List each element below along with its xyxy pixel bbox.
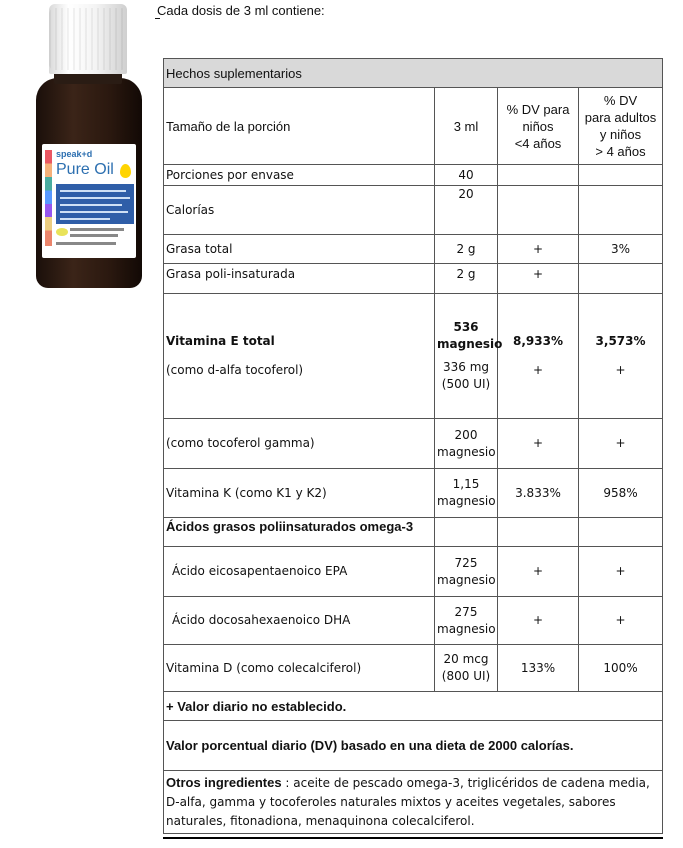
dv-kids-header [498, 88, 579, 165]
table-row-note [164, 721, 663, 771]
poly-fat-label: Grasa poli-insaturada [164, 264, 435, 294]
vitamin-d-amount [435, 645, 498, 692]
vitamin-d-dv-kids: 133% [498, 645, 579, 692]
supplement-facts-table [163, 58, 663, 834]
dv-adults-header-line: y niños [599, 127, 642, 142]
dha-amount [435, 597, 498, 645]
table-title: Hechos suplementarios [164, 59, 663, 88]
vitamin-e-dv-kids-value: 8,933% [513, 334, 563, 348]
bottle-brand: speak+d [56, 149, 93, 159]
table-row [164, 294, 663, 419]
epa-amount-unit: magnesio [437, 572, 496, 587]
fat-dv-kids: + [498, 235, 579, 264]
table-row-note [164, 692, 663, 721]
servings-label: Porciones por envase [164, 165, 435, 186]
gamma-dv-adults: + [579, 419, 663, 469]
bottom-rule [163, 837, 663, 839]
dha-label: Ácido docosahexaenoico DHA [164, 597, 435, 645]
table-row [164, 419, 663, 469]
dha-amount-unit: magnesio [437, 621, 496, 636]
label-blue-panel [56, 184, 134, 224]
table-row [164, 518, 663, 547]
vitamin-e-amount-unit: magnesio [437, 337, 503, 351]
fat-dv-adults: 3% [579, 235, 663, 264]
vitamin-e-amount-ui: (500 UI) [441, 377, 491, 391]
table-row [164, 235, 663, 264]
omega-3-label: Ácidos grasos poliinsaturados omega-3 [164, 518, 435, 547]
vitamin-e-dv-adults [579, 294, 663, 419]
vitamin-e-cell [164, 294, 435, 419]
gamma-amount-value: 200 [454, 427, 478, 442]
vitamin-k-label: Vitamina K (como K1 y K2) [164, 469, 435, 518]
no-dv-note: + Valor diario no establecido. [164, 692, 663, 721]
bottle-label [42, 144, 136, 258]
vitamin-e-dv-kids [498, 294, 579, 419]
table-row-ingredients [164, 771, 663, 834]
vitamin-e-dv-kids-sub: + [532, 363, 544, 377]
fat-value: 2 g [435, 235, 498, 264]
servings-value: 40 [435, 165, 498, 186]
epa-dv-kids: + [498, 547, 579, 597]
poly-fat-dv-kids: + [498, 264, 579, 294]
table-row [164, 264, 663, 294]
fat-label: Grasa total [164, 235, 435, 264]
intro-text: Cada dosis de 3 ml contiene: [157, 3, 325, 18]
label-fine-print [70, 234, 118, 237]
vitamin-k-dv-kids: 3.833% [498, 469, 579, 518]
vitamin-d-amount-value: 20 mcg [443, 652, 489, 666]
vitamin-e-dv-adults-value: 3,573% [595, 334, 646, 348]
table-row [164, 186, 663, 235]
gamma-tocopherol-label: (como tocoferol gamma) [164, 419, 435, 469]
dha-dv-kids: + [498, 597, 579, 645]
table-row-header [164, 88, 663, 165]
calories-label: Calorías [164, 186, 435, 235]
lemon-icon [56, 228, 68, 236]
epa-amount [435, 547, 498, 597]
vitamin-k-amount-value: 1,15 [452, 477, 480, 491]
vitamin-k-dv-adults: 958% [579, 469, 663, 518]
vitamin-d-label: Vitamina D (como colecalciferol) [164, 645, 435, 692]
table-row [164, 547, 663, 597]
dha-dv-adults: + [579, 597, 663, 645]
table-row [164, 597, 663, 645]
vitamin-d-amount-ui: (800 UI) [441, 669, 491, 683]
epa-label: Ácido eicosapentaenoico EPA [164, 547, 435, 597]
dv-kids-header-line: % DV para [506, 101, 570, 117]
table-row [164, 645, 663, 692]
table-row [164, 469, 663, 518]
bottle-cap-ribs [49, 8, 127, 70]
vitamin-k-amount [435, 469, 498, 518]
dv-adults-header-line: para adultos [584, 110, 657, 125]
dha-amount-value: 275 [454, 604, 478, 619]
vitamin-e-label: Vitamina E total [166, 334, 275, 348]
calories-value: 20 [435, 186, 498, 235]
gamma-tocopherol-amount [435, 419, 498, 469]
gamma-amount-unit: magnesio [437, 444, 496, 459]
table-row [164, 165, 663, 186]
vitamin-e-sub: (como d-alfa tocoferol) [166, 363, 304, 377]
dv-adults-header-line: % DV [603, 93, 638, 108]
other-ingredients [164, 771, 663, 834]
label-color-stripe [45, 150, 52, 246]
dv-kids-header-line: <4 años [514, 135, 562, 151]
label-fine-print [70, 228, 124, 231]
serving-size-label: Tamaño de la porción [164, 88, 435, 165]
vitamin-d-dv-adults: 100% [579, 645, 663, 692]
product-bottle-image [30, 4, 146, 290]
vitamin-e-amount [435, 294, 503, 419]
dv-adults-header [579, 88, 663, 165]
vitamin-e-amount-value: 536 [453, 320, 479, 334]
oil-drop-icon [120, 164, 131, 178]
label-fine-print [56, 242, 116, 245]
vitamin-k-amount-unit: magnesio [437, 494, 496, 508]
dv-adults-header-line: > 4 años [595, 144, 646, 159]
serving-size-value: 3 ml [435, 88, 498, 165]
dv-basis-note: Valor porcentual diario (DV) basado en una dieta de 2000 calorías. [164, 721, 663, 771]
ingredients-text: : aceite de pescado omega-3, triglicéridos de cadena media, D-alfa, gamma y tocoferoles naturales mixtos y aceites vegetales, sabores naturales, fitonadiona, menaquinona colecalciferol. [166, 776, 650, 828]
table-row-title [164, 59, 663, 88]
dv-kids-header-line: niños [522, 118, 554, 134]
epa-amount-value: 725 [454, 555, 478, 570]
vitamin-e-amount-mg: 336 mg [442, 360, 490, 374]
vitamin-e-dv-adults-sub: + [615, 363, 626, 377]
poly-fat-value: 2 g [435, 264, 498, 294]
bottle-product-name: Pure Oil [56, 161, 114, 178]
gamma-dv-kids: + [498, 419, 579, 469]
epa-dv-adults: + [579, 547, 663, 597]
ingredients-label: Otros ingredientes [166, 775, 282, 790]
